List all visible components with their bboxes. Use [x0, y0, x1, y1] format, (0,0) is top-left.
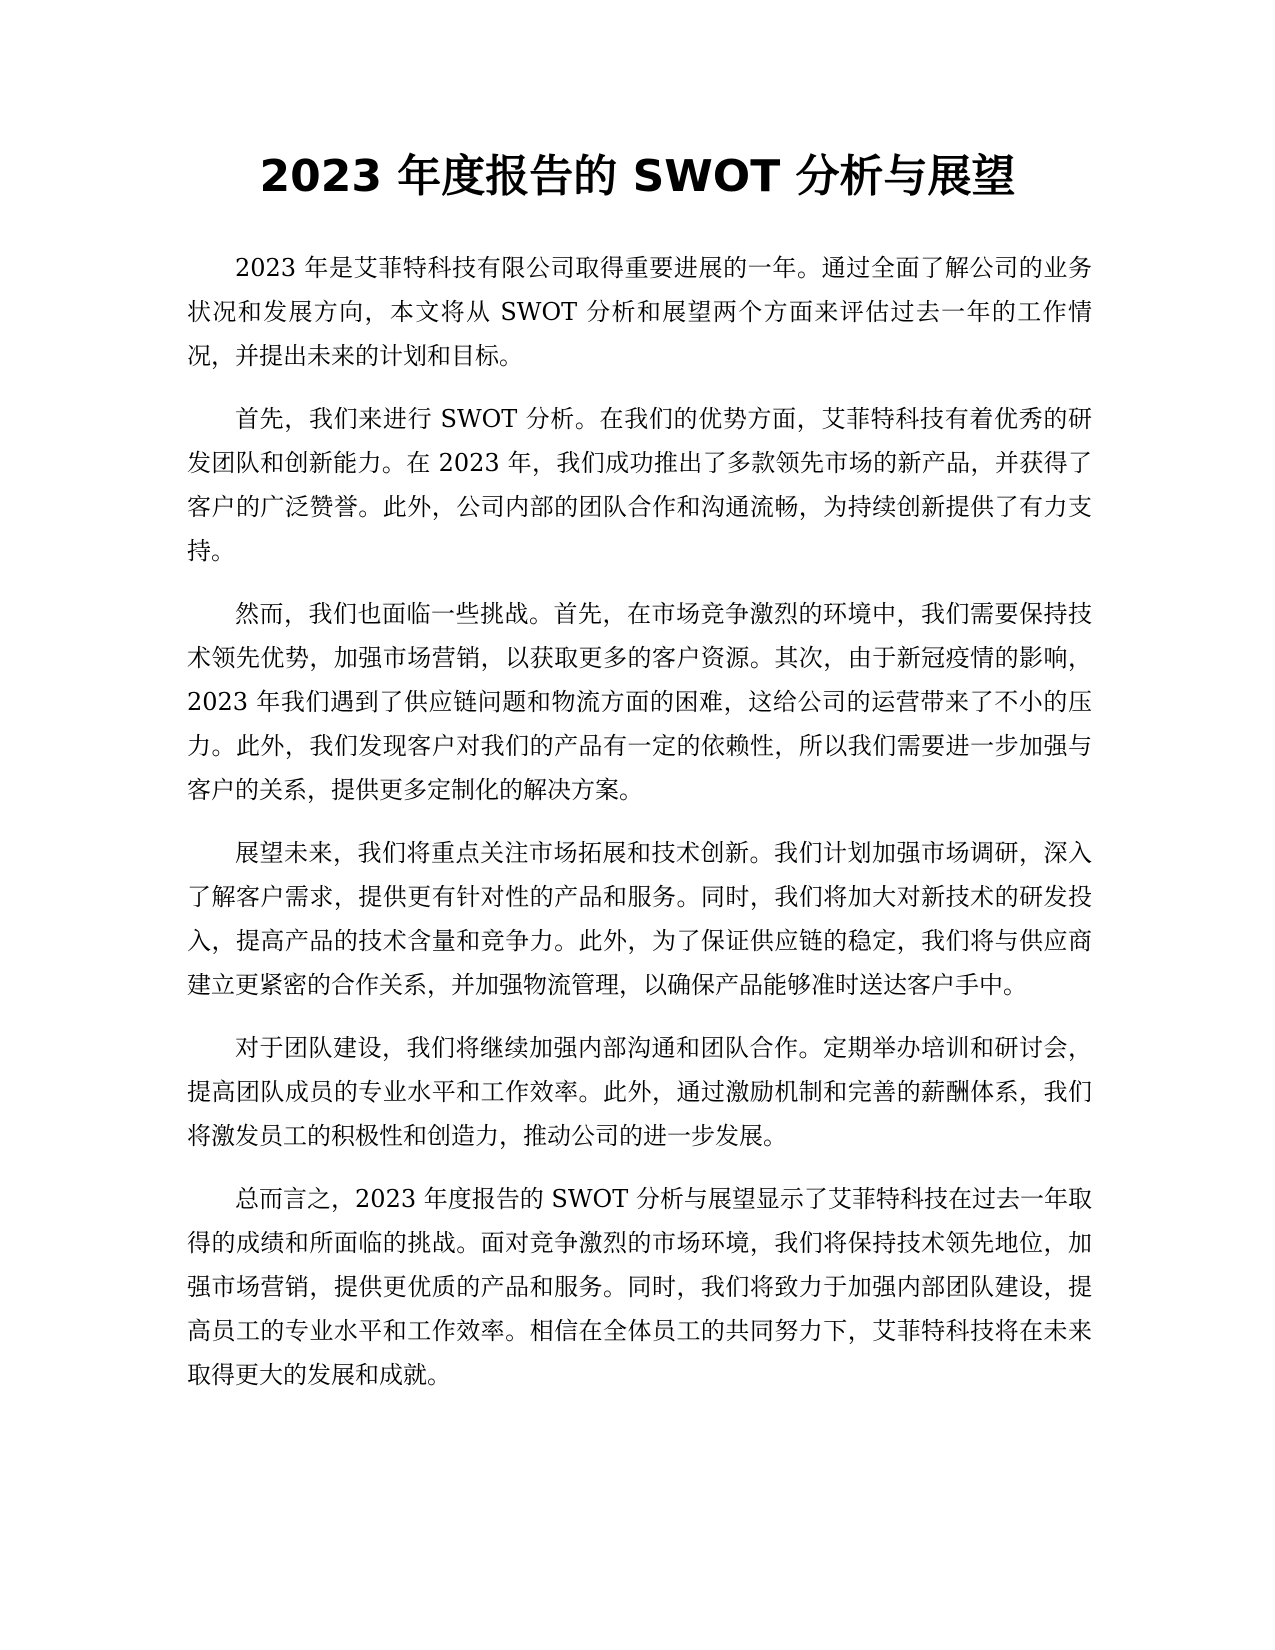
- paragraph-outlook: 展望未来，我们将重点关注市场拓展和技术创新。我们计划加强市场调研，深入了解客户需求，提供更有针对性的产品和服务。同时，我们将加大对新技术的研发投入，提高产品的技术含量和竞争力。此外，为了保证供应链的稳定，我们将与供应商建立更紧密的合作关系，并加强物流管理，以确保产品能够准时送达客户手中。: [187, 839, 1092, 999]
- paragraph-challenges: 然而，我们也面临一些挑战。首先，在市场竞争激烈的环境中，我们需要保持技术领先优势，加强市场营销，以获取更多的客户资源。其次，由于新冠疫情的影响，2023 年我们遇到了供应链问题和物流方面的困难，这给公司的运营带来了不小的压力。此外，我们发现客户对我们的产品有一定的依赖性，所以我们需要进一步加强与客户的关系，提供更多定制化的解决方案。: [187, 600, 1092, 804]
- document-title: 2023 年度报告的 SWOT 分析与展望: [259, 151, 1016, 202]
- paragraph-conclusion: 总而言之，2023 年度报告的 SWOT 分析与展望显示了艾菲特科技在过去一年取得的成绩和所面临的挑战。面对竞争激烈的市场环境，我们将保持技术领先地位，加强市场营销，提供更优质的产品和服务。同时，我们将致力于加强内部团队建设，提高员工的专业水平和工作效率。相信在全体员工的共同努力下，艾菲特科技将在未来取得更大的发展和成就。: [187, 1185, 1092, 1389]
- paragraph-team: 对于团队建设，我们将继续加强内部沟通和团队合作。定期举办培训和研讨会，提高团队成员的专业水平和工作效率。此外，通过激励机制和完善的薪酬体系，我们将激发员工的积极性和创造力，推动公司的进一步发展。: [187, 1034, 1092, 1150]
- document-body: [187, 246, 1092, 1416]
- paragraph-strengths: 首先，我们来进行 SWOT 分析。在我们的优势方面，艾菲特科技有着优秀的研发团队和创新能力。在 2023 年，我们成功推出了多款领先市场的新产品，并获得了客户的广泛赞誉。此外，公司内部的团队合作和沟通流畅，为持续创新提供了有力支持。: [187, 405, 1092, 565]
- paragraph-intro: 2023 年是艾菲特科技有限公司取得重要进展的一年。通过全面了解公司的业务状况和发展方向，本文将从 SWOT 分析和展望两个方面来评估过去一年的工作情况，并提出未来的计划和目标。: [187, 254, 1092, 370]
